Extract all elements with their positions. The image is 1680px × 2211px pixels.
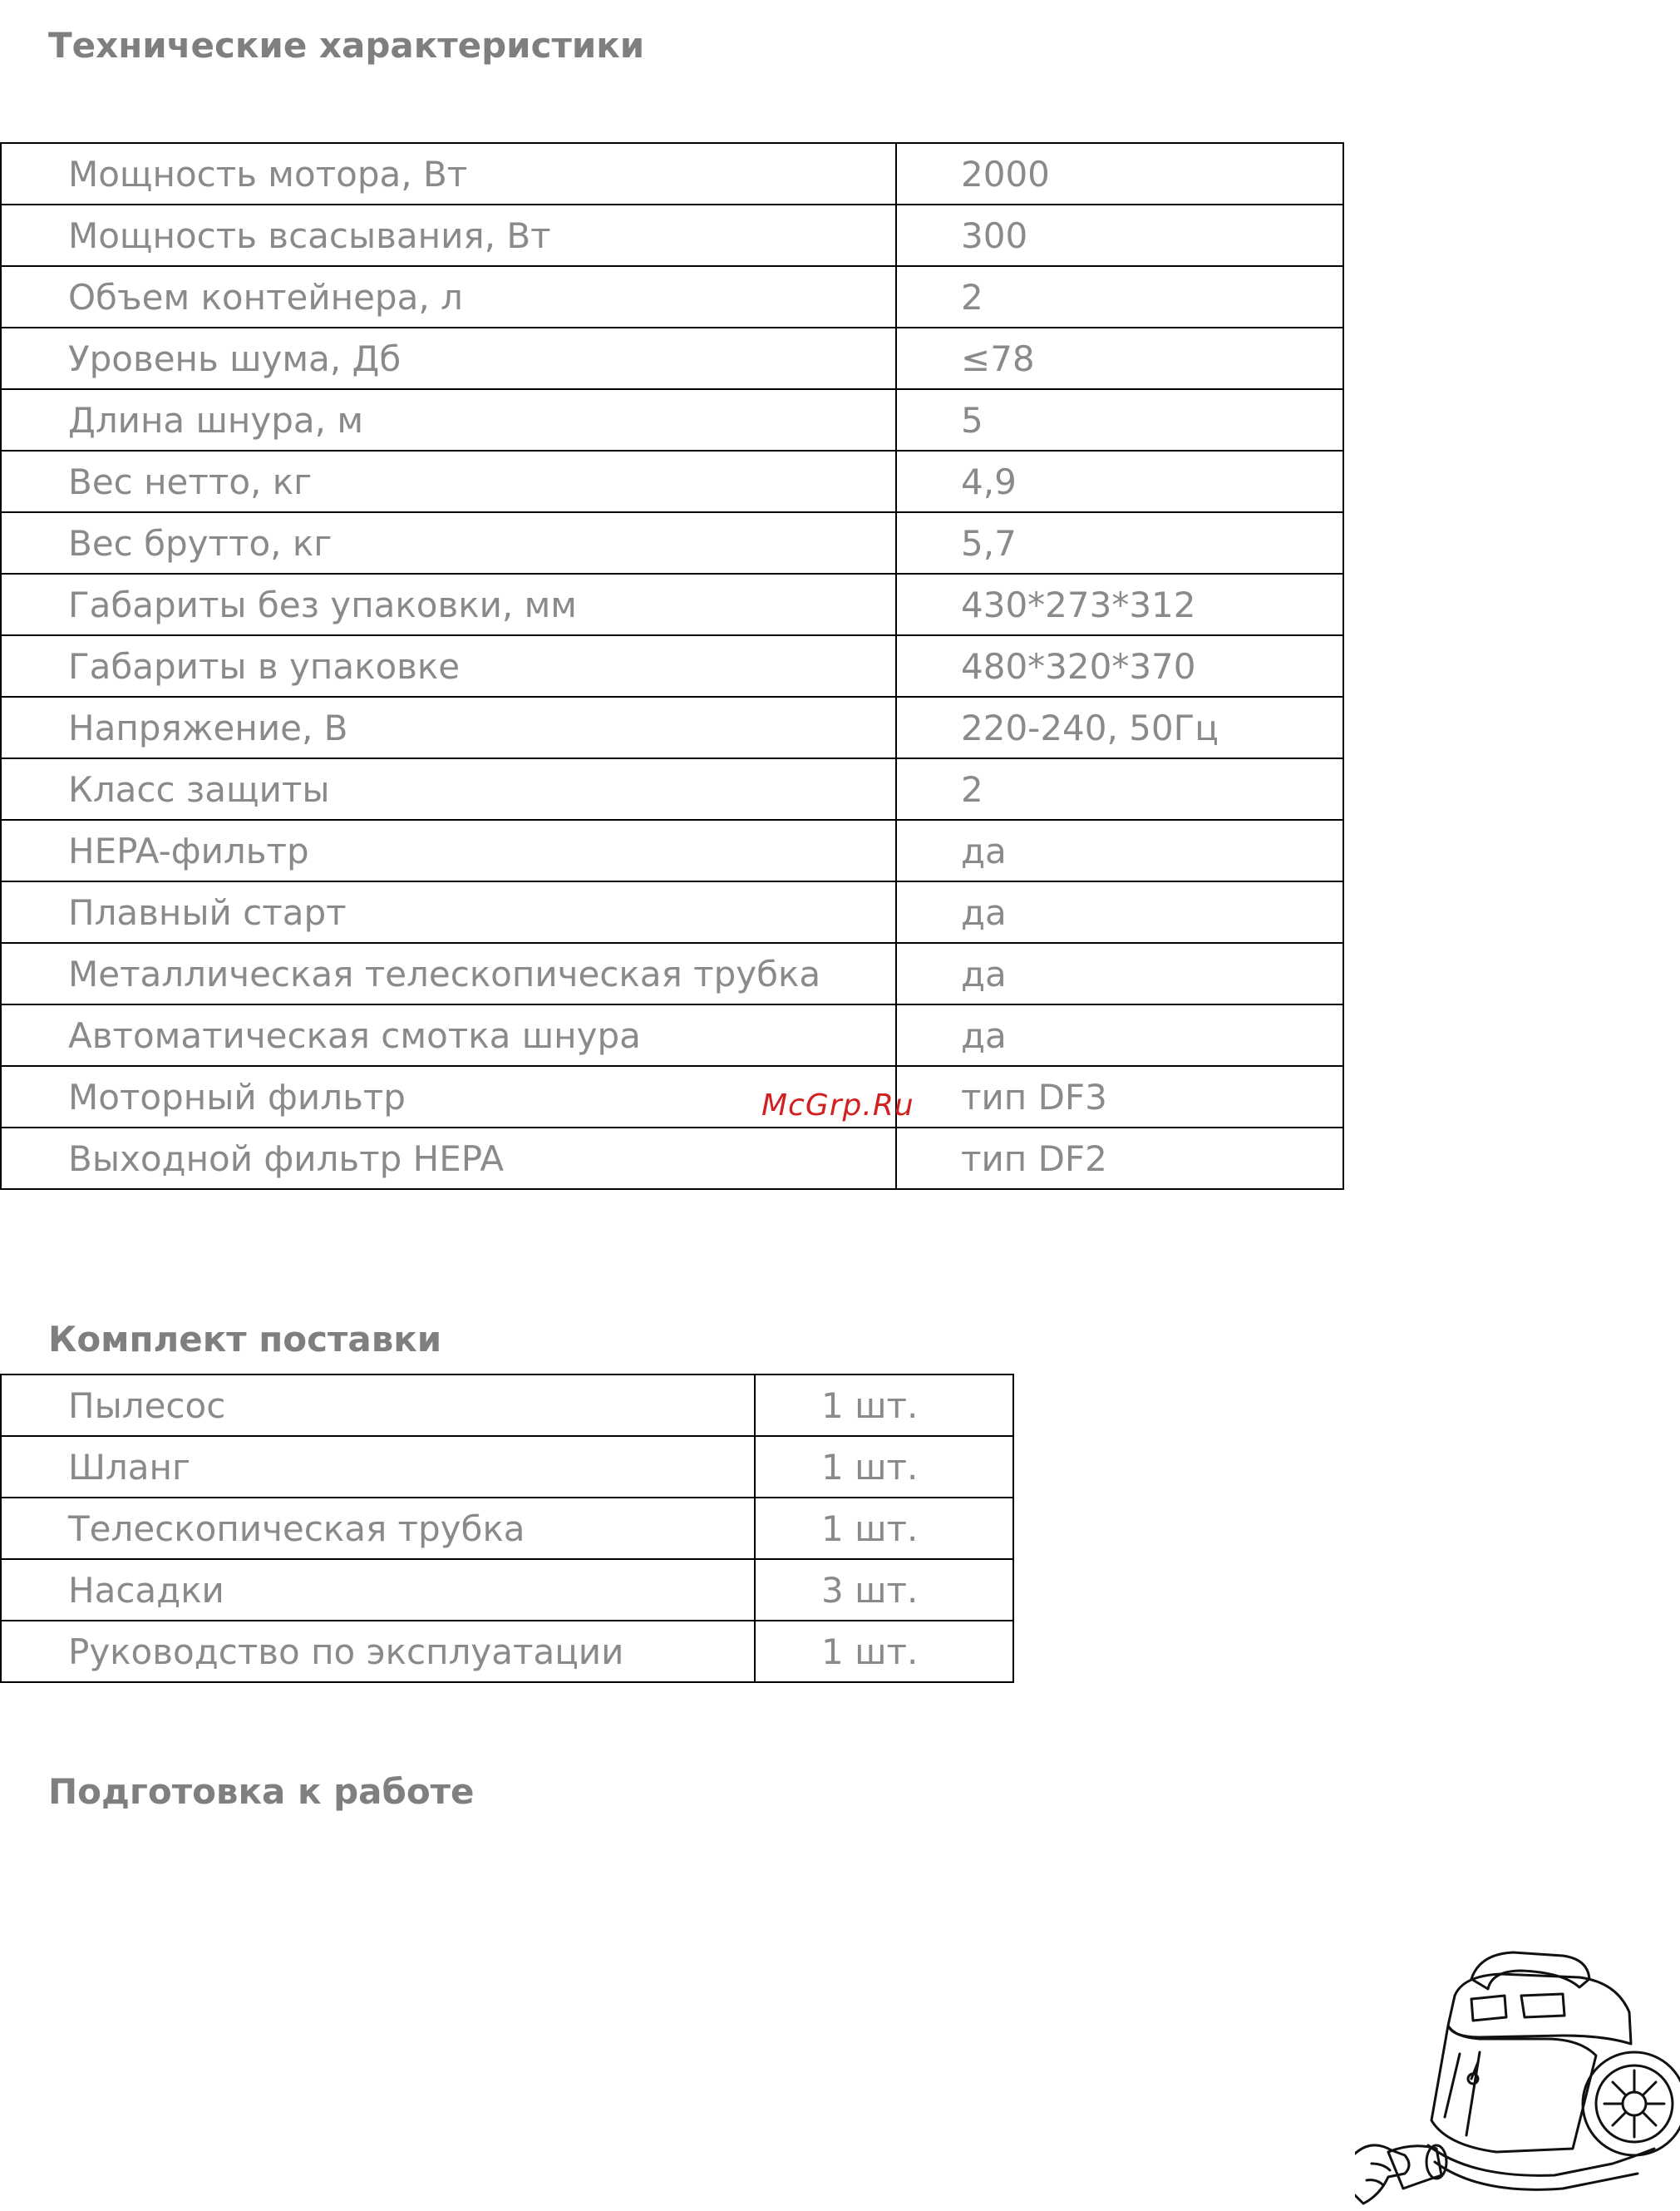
spec-value: 300 bbox=[896, 205, 1343, 266]
kit-label: Телескопическая трубка bbox=[1, 1498, 755, 1559]
spec-label: Вес нетто, кг bbox=[1, 451, 896, 512]
watermark: McGrp.Ru bbox=[761, 1088, 914, 1123]
spec-row bbox=[1, 451, 1343, 512]
spec-value: 430*273*312 bbox=[896, 574, 1343, 635]
spec-value: 5,7 bbox=[896, 512, 1343, 574]
kit-label: Пылесос bbox=[1, 1374, 755, 1436]
spec-row bbox=[1, 881, 1343, 943]
spec-value: ≤78 bbox=[896, 328, 1343, 389]
spec-value: 2000 bbox=[896, 143, 1343, 205]
kit-heading: Комплект поставки bbox=[48, 1319, 442, 1360]
spec-label: Моторный фильтр bbox=[1, 1066, 896, 1128]
specs-heading: Технические характеристики bbox=[48, 25, 645, 66]
kit-row bbox=[1, 1374, 1013, 1436]
vacuum-cleaner-icon bbox=[1355, 1946, 1680, 2211]
spec-label: Мощность всасывания, Вт bbox=[1, 205, 896, 266]
spec-row bbox=[1, 1128, 1343, 1189]
kit-value: 1 шт. bbox=[755, 1374, 1013, 1436]
spec-value: 4,9 bbox=[896, 451, 1343, 512]
spec-row bbox=[1, 943, 1343, 1004]
spec-label: Габариты в упаковке bbox=[1, 635, 896, 697]
kit-row bbox=[1, 1621, 1013, 1682]
spec-value: да bbox=[896, 820, 1343, 881]
spec-label: Объем контейнера, л bbox=[1, 266, 896, 328]
spec-value: тип DF2 bbox=[896, 1128, 1343, 1189]
kit-table bbox=[0, 1374, 1014, 1683]
spec-row bbox=[1, 1004, 1343, 1066]
spec-row bbox=[1, 328, 1343, 389]
spec-value: 480*320*370 bbox=[896, 635, 1343, 697]
spec-value: да bbox=[896, 881, 1343, 943]
kit-label: Насадки bbox=[1, 1559, 755, 1621]
kit-value: 1 шт. bbox=[755, 1621, 1013, 1682]
spec-row bbox=[1, 820, 1343, 881]
spec-label: Класс защиты bbox=[1, 758, 896, 820]
spec-row bbox=[1, 1066, 1343, 1128]
kit-value: 1 шт. bbox=[755, 1498, 1013, 1559]
kit-value: 1 шт. bbox=[755, 1436, 1013, 1498]
spec-row bbox=[1, 635, 1343, 697]
spec-label: Выходной фильтр HEPA bbox=[1, 1128, 896, 1189]
spec-label: Уровень шума, Дб bbox=[1, 328, 896, 389]
spec-row bbox=[1, 389, 1343, 451]
specs-table bbox=[0, 142, 1344, 1190]
spec-value: 2 bbox=[896, 758, 1343, 820]
spec-value: 5 bbox=[896, 389, 1343, 451]
spec-label: Мощность мотора, Вт bbox=[1, 143, 896, 205]
spec-label: Длина шнура, м bbox=[1, 389, 896, 451]
spec-label: Плавный старт bbox=[1, 881, 896, 943]
kit-row bbox=[1, 1498, 1013, 1559]
kit-value: 3 шт. bbox=[755, 1559, 1013, 1621]
kit-label: Руководство по эксплуатации bbox=[1, 1621, 755, 1682]
kit-row bbox=[1, 1436, 1013, 1498]
spec-label: Металлическая телескопическая трубка bbox=[1, 943, 896, 1004]
spec-row bbox=[1, 143, 1343, 205]
kit-row bbox=[1, 1559, 1013, 1621]
spec-row bbox=[1, 697, 1343, 758]
spec-row bbox=[1, 574, 1343, 635]
kit-label: Шланг bbox=[1, 1436, 755, 1498]
prep-heading: Подготовка к работе bbox=[48, 1771, 475, 1812]
spec-label: Габариты без упаковки, мм bbox=[1, 574, 896, 635]
spec-label: Напряжение, В bbox=[1, 697, 896, 758]
spec-value: тип DF3 bbox=[896, 1066, 1343, 1128]
spec-value: да bbox=[896, 943, 1343, 1004]
spec-value: 2 bbox=[896, 266, 1343, 328]
spec-row bbox=[1, 205, 1343, 266]
spec-row bbox=[1, 266, 1343, 328]
spec-row bbox=[1, 758, 1343, 820]
spec-label: Вес брутто, кг bbox=[1, 512, 896, 574]
spec-value: 220-240, 50Гц bbox=[896, 697, 1343, 758]
spec-label: HEPA-фильтр bbox=[1, 820, 896, 881]
spec-label: Автоматическая смотка шнура bbox=[1, 1004, 896, 1066]
spec-row bbox=[1, 512, 1343, 574]
spec-value: да bbox=[896, 1004, 1343, 1066]
